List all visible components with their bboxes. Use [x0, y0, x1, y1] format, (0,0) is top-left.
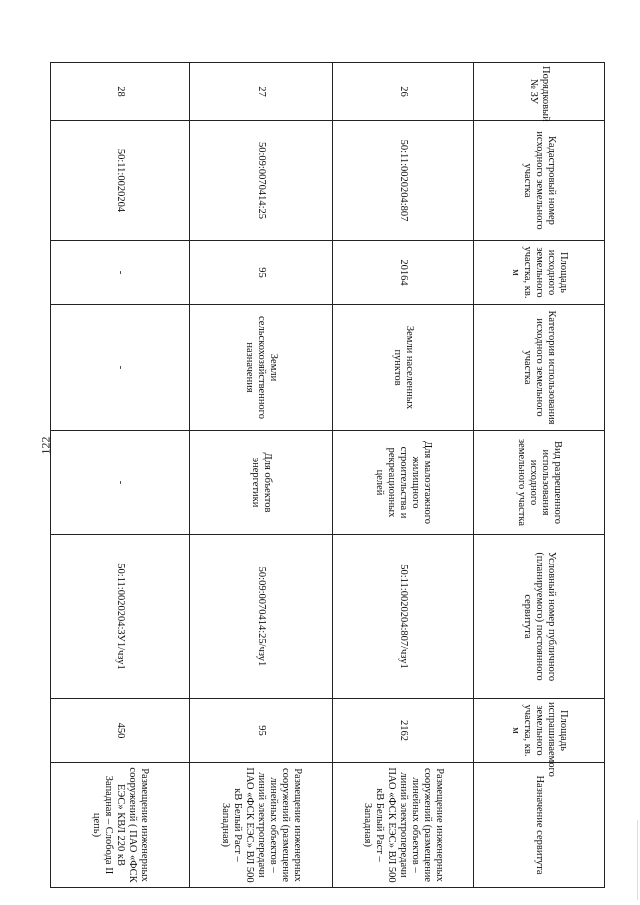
table-cell: 50:09:0070414:25 — [190, 121, 333, 241]
servitude-table — [50, 62, 605, 888]
header-cell: Категория использования исходного земельного участка — [474, 305, 605, 431]
table-cell: Земли сельскохозяйственного назначения — [190, 305, 333, 431]
table-cell: 95 — [190, 699, 333, 763]
table-cell: 50:11:0020204:807 — [333, 121, 474, 241]
header-cell: Кадастровый номер исходного земельного участка — [474, 121, 605, 241]
table-cell: - — [51, 305, 190, 431]
table-row — [333, 63, 474, 888]
table-header-row — [474, 63, 605, 888]
table-cell: 26 — [333, 63, 474, 121]
table-cell: Размещение инженерных сооружений (размещение линейных объектов – линий электропередачи ПАО «ФСК ЕЭС» ВЛ 500 кВ Белый Раст – Западная) — [333, 763, 474, 888]
page-number: 122 — [38, 436, 53, 455]
table-cell: Размещение инженерных сооружений ( ПАО «ФСК ЕЭС» КВЛ 220 кВ Западная – Слобода II цепь) — [51, 763, 190, 888]
table-cell: Размещение инженерных сооружений (размещение линейных объектов – линий электропередачи ПАО «ФСК ЕЭС» ВЛ 500 кВ Белый Раст – Западная) — [190, 763, 333, 888]
table-row — [190, 63, 333, 888]
header-cell: Условный номер публичного (планируемого) постоянного сервитута — [474, 535, 605, 699]
table-cell: 50:11:0020204 — [51, 121, 190, 241]
table-cell: 2162 — [333, 699, 474, 763]
header-cell: Назначение сервитута — [474, 763, 605, 888]
table-cell: 450 — [51, 699, 190, 763]
header-cell: Вид разрешенного использования исходного земельного участка — [474, 431, 605, 535]
header-cell: Порядковый № ЗУ — [474, 63, 605, 121]
table-cell: 95 — [190, 241, 333, 305]
table-cell: 50:11:0020204:807/чзу1 — [333, 535, 474, 699]
table-cell: 20164 — [333, 241, 474, 305]
table-cell: - — [51, 241, 190, 305]
table-cell: Для объектов энергетики — [190, 431, 333, 535]
table-cell: 27 — [190, 63, 333, 121]
table-cell: 50:11:0020204:ЗУ1/чзу1 — [51, 535, 190, 699]
table-cell: Для малоэтажного жилищного строительства и рекреационных целей — [333, 431, 474, 535]
table-cell: - — [51, 431, 190, 535]
rotated-table-container — [65, 62, 605, 887]
table-cell: 28 — [51, 63, 190, 121]
scan-edge-line — [637, 820, 638, 900]
table-cell: Земли населенных пунктов — [333, 305, 474, 431]
header-cell: Площадь исходного земельного участка, кв. м — [474, 241, 605, 305]
header-cell: Площадь испрашиваемого земельного участка, кв. м — [474, 699, 605, 763]
table-row — [51, 63, 190, 888]
table-cell: 50:09:0070414:25/чзу1 — [190, 535, 333, 699]
